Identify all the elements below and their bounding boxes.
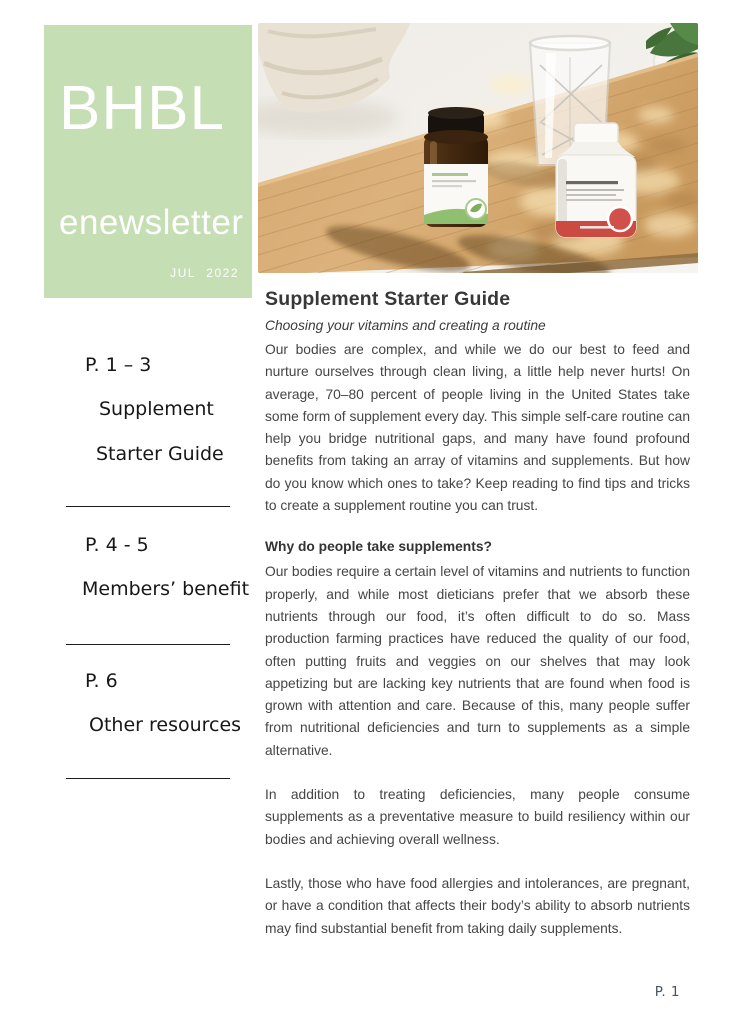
article-subtitle: Choosing your vitamins and creating a routine <box>265 318 546 333</box>
page-number: P. 1 <box>654 984 680 1000</box>
toc-label-3-line-1: Other resources <box>89 714 242 736</box>
newsletter-title: BHBL <box>59 74 225 143</box>
article-paragraph: Our bodies require a certain level of vitamins and nutrients to function properly, and while most dieticians prefer that we absorb these nutrients through our food, it’s often difficult to do so. Mass production farming practices have reduced the quality of our food, often putting fruits and veggies on our shelves that may look appetizing but are lacking key nutrients that are found when food is grown with attention and care. Because of this, many people suffer from nutritional deficiencies and turn to supplements as a simple alternative. <box>265 564 690 758</box>
toc-label-1-line-1: Supplement <box>99 398 214 420</box>
toc-divider <box>66 506 230 507</box>
article-paragraph: Lastly, those who have food allergies and intolerances, are pregnant, or have a condition that affects their body’s ability to absorb nutrients may find substantial benefit from taking daily supplements. <box>265 875 690 936</box>
toc-divider <box>66 644 230 645</box>
article-title: Supplement Starter Guide <box>265 288 511 310</box>
amber-bottle <box>424 107 488 227</box>
linen-cloth <box>258 23 410 136</box>
toc-pages-3: P. 6 <box>85 670 118 692</box>
newsletter-subtitle: enewsletter <box>59 203 244 242</box>
toc-divider <box>66 778 230 779</box>
toc-pages-2: P. 4 - 5 <box>85 534 149 556</box>
supplements-photo <box>258 23 698 273</box>
issue-date: JUL 2022 <box>170 266 239 280</box>
section-heading: Why do people take supplements? <box>265 539 492 555</box>
article <box>265 288 690 962</box>
toc-label-1-line-2: Starter Guide <box>96 443 224 465</box>
supplements-photo-svg <box>258 23 698 273</box>
toc-pages-1: P. 1 – 3 <box>85 354 152 376</box>
article-paragraph: In addition to treating deficiencies, many people consume supplements as a preventative measure to build resiliency within our bodies and achieving overall wellness. <box>265 787 690 847</box>
toc-label-2-line-1: Members’ benefit <box>82 578 250 600</box>
masthead <box>44 25 252 298</box>
table-of-contents <box>44 340 252 790</box>
article-intro-paragraph: Our bodies are complex, and while we do our best to feed and nurture ourselves through clean living, a little help never hurts! On average, 70–80 percent of people living in the United States take some form of supplement every day. This simple self-care routine can help you bridge nutritional gaps, and many have found profound benefits from taking an array of vitamins and supplements. But how do you know which ones to take? Keep reading to find tips and tricks to create a supplement routine you can trust. <box>265 342 690 514</box>
